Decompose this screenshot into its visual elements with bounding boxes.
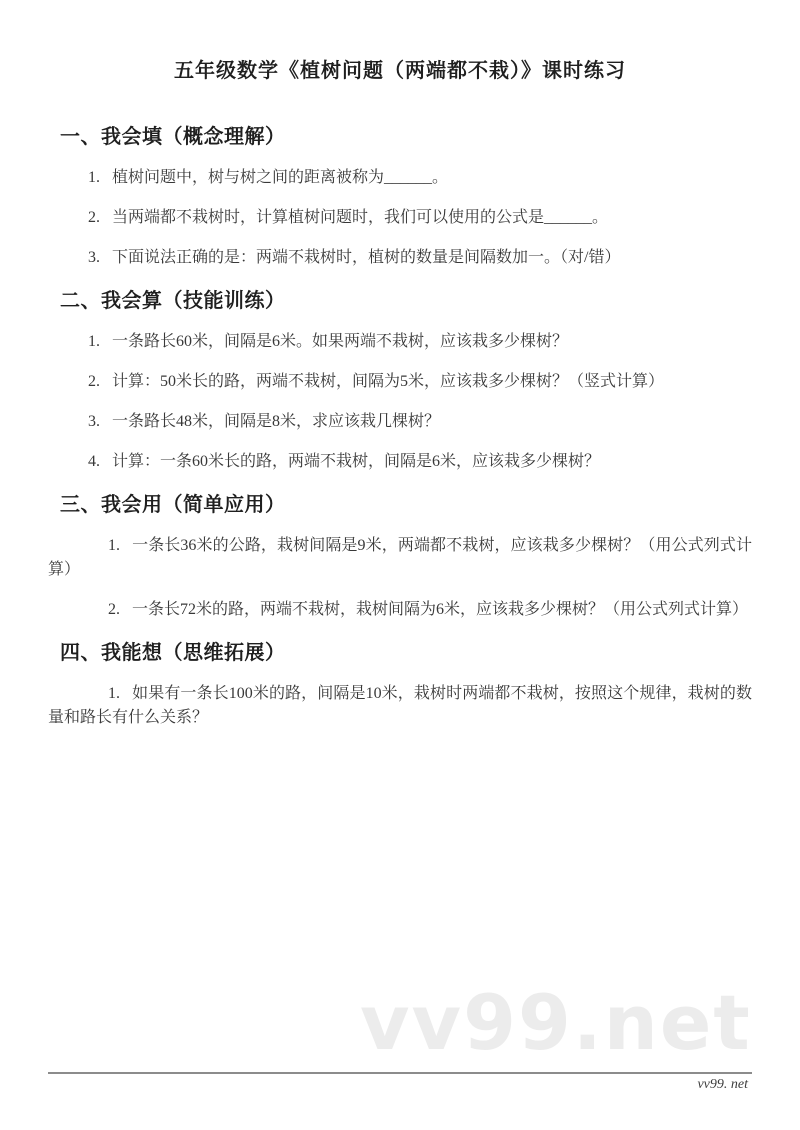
item-text: 下面说法正确的是：两端不栽树时，植树的数量是间隔数加一。（对/错） bbox=[112, 249, 621, 266]
section-heading: 一、我会填（概念理解） bbox=[60, 126, 286, 148]
item-number: 1. bbox=[88, 333, 100, 350]
section-think bbox=[48, 640, 752, 730]
question-item bbox=[48, 206, 752, 230]
item-number: 1. bbox=[108, 685, 120, 702]
item-text: 当两端都不栽树时，计算植树问题时，我们可以使用的公式是______。 bbox=[112, 209, 609, 226]
item-number: 3. bbox=[88, 249, 100, 266]
item-number: 1. bbox=[88, 169, 100, 186]
question-item bbox=[48, 246, 752, 270]
question-item bbox=[48, 534, 752, 582]
item-text: 植树问题中，树与树之间的距离被称为______。 bbox=[112, 169, 449, 186]
section-calculate bbox=[48, 288, 752, 474]
question-item bbox=[48, 166, 752, 190]
question-item bbox=[48, 450, 752, 474]
section-heading: 二、我会算（技能训练） bbox=[60, 290, 286, 312]
footer-site-label: vv99. net bbox=[697, 1077, 748, 1092]
watermark: vv99.net bbox=[360, 978, 752, 1067]
question-item bbox=[48, 370, 752, 394]
item-text: 计算：50米长的路，两端不栽树，间隔为5米，应该栽多少棵树？（竖式计算） bbox=[112, 373, 665, 390]
question-item bbox=[48, 330, 752, 354]
item-number: 2. bbox=[88, 209, 100, 226]
item-text: 一条长36米的公路，栽树间隔是9米，两端都不栽树，应该栽多少棵树？（用公式列式计算） bbox=[48, 537, 752, 578]
footer-divider bbox=[48, 1072, 752, 1074]
item-number: 1. bbox=[108, 537, 120, 554]
item-number: 2. bbox=[108, 601, 120, 618]
item-number: 4. bbox=[88, 453, 100, 470]
item-text: 计算：一条60米长的路，两端不栽树，间隔是6米，应该栽多少棵树？ bbox=[112, 453, 601, 470]
item-number: 2. bbox=[88, 373, 100, 390]
item-text: 一条路长48米，间隔是8米，求应该栽几棵树？ bbox=[112, 413, 441, 430]
item-text: 一条路长60米，间隔是6米。如果两端不栽树，应该栽多少棵树？ bbox=[112, 333, 569, 350]
section-heading: 三、我会用（简单应用） bbox=[60, 494, 286, 516]
question-item bbox=[48, 598, 752, 622]
item-number: 3. bbox=[88, 413, 100, 430]
section-apply bbox=[48, 492, 752, 622]
item-text: 一条长72米的路，两端不栽树，栽树间隔为6米，应该栽多少棵树？（用公式列式计算） bbox=[132, 601, 749, 618]
section-fill-in bbox=[48, 124, 752, 270]
question-item bbox=[48, 682, 752, 730]
question-item bbox=[48, 410, 752, 434]
page-title: 五年级数学《植树问题（两端都不栽）》课时练习 bbox=[174, 60, 626, 82]
section-heading: 四、我能想（思维拓展） bbox=[60, 642, 286, 664]
item-text: 如果有一条长100米的路，间隔是10米，栽树时两端都不栽树，按照这个规律，栽树的数量和路长有什么关系？ bbox=[48, 685, 752, 726]
